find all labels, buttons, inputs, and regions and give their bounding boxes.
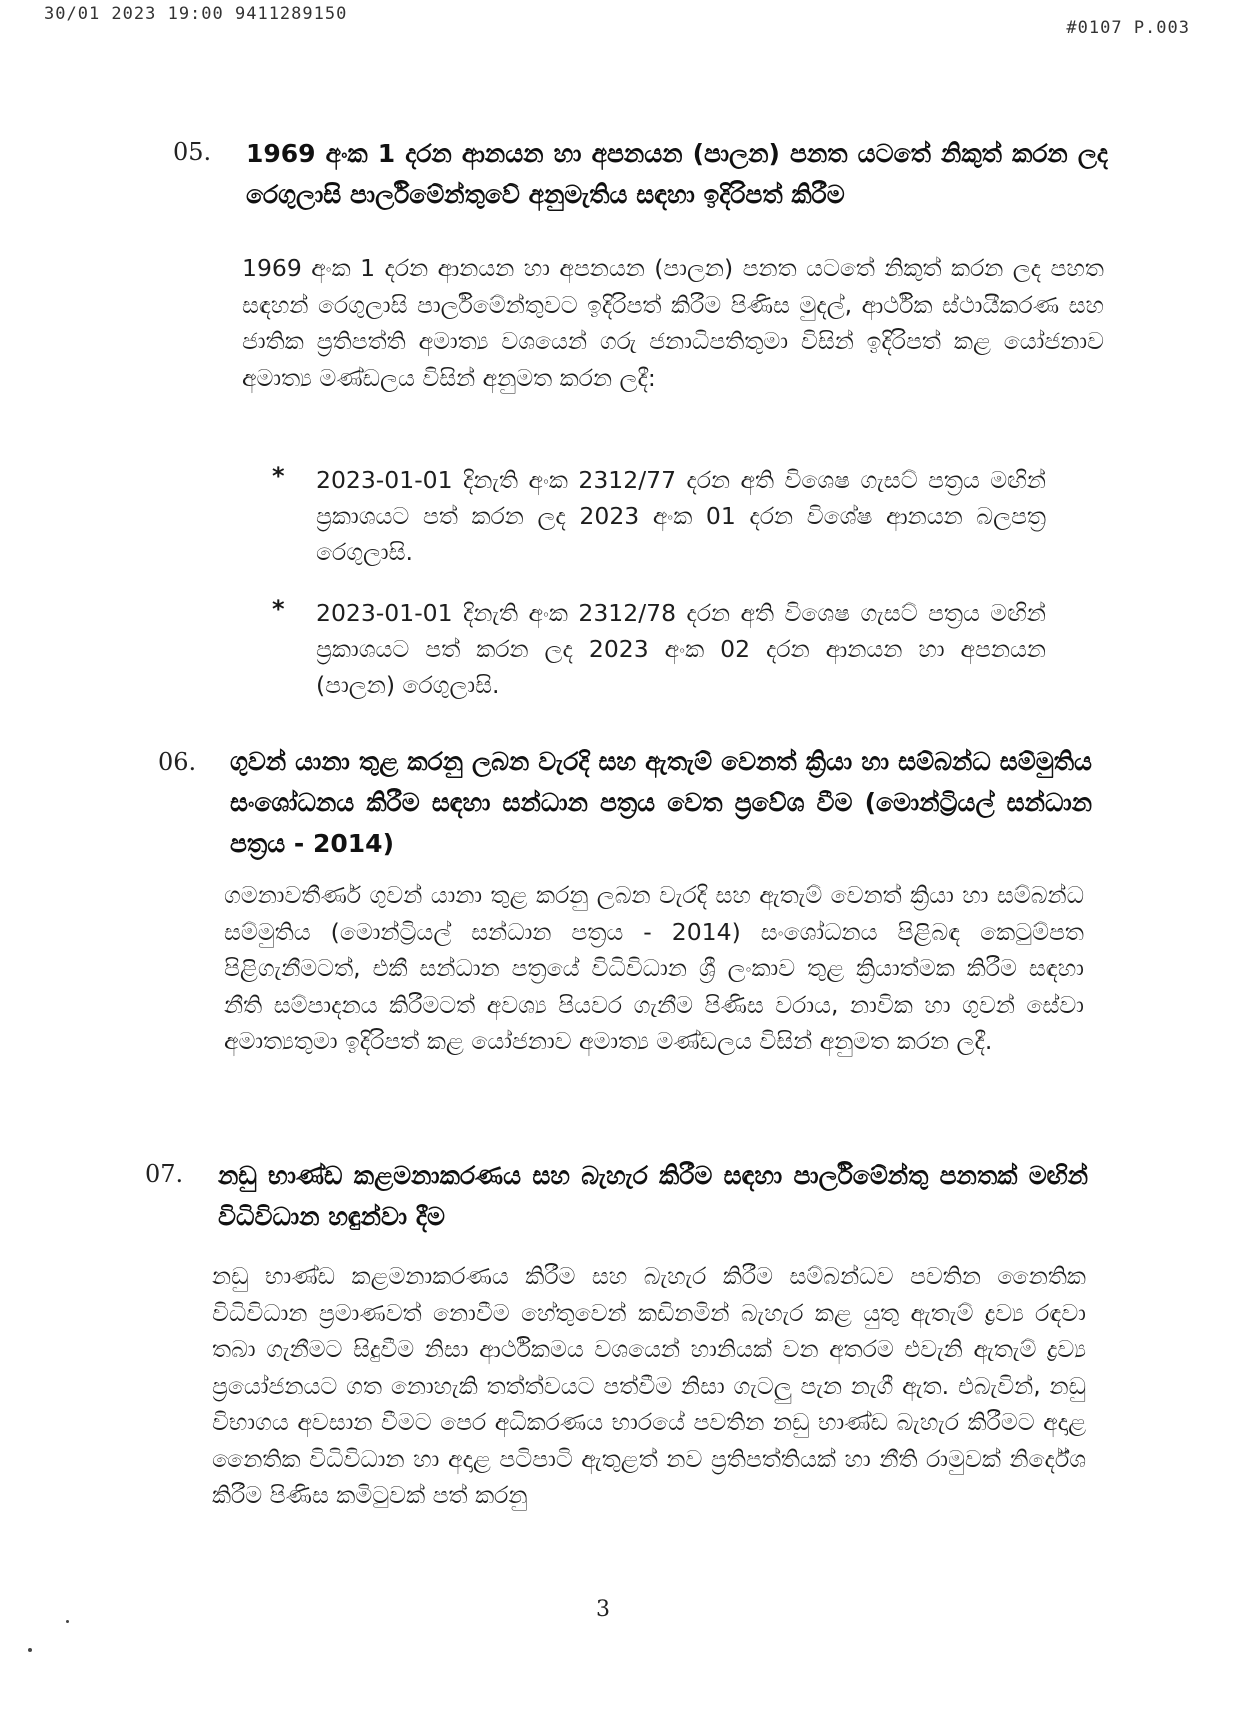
item-paragraph: 1969 අංක 1 දරන ආනයන හා අපනයන (පාලන) පනත යටතේ නිකුත් කරන ලද පහත සඳහන් රෙගුලාසි පාර්ලිමේන්තුවට ඉදිරිපත් කිරීම පිණිස මුදල්, ආර්ථික ස්ථායීකරණ සහ ජාතික ප්‍රතිපත්ති අමාත්‍ය වශයෙන් ගරු ජනාධිපතිතුමා විසින් ඉදිරිපත් කළ යෝජනාව අමාත්‍ය මණ්ඩලය විසින් අනුමත කරන ලදී: [242, 254, 1104, 392]
scan-speck [66, 1620, 69, 1623]
fax-page-ref: #0107 P.003 [1066, 18, 1190, 38]
fax-header [44, 4, 1190, 38]
fax-timestamp: 30/01 2023 19:00 9411289150 [44, 4, 348, 24]
item-number: 06. [158, 748, 197, 776]
item-paragraph: ගමනාවතීර්ණ ගුවන් යානා තුළ කරනු ලබන වැරදි සහ ඇතැම් වෙනත් ක්‍රියා හා සම්බන්ධ සම්මුතිය (මොන්ට්‍රියල් සන්ධාන පත්‍රය - 2014) සංශෝධනය පිළිබඳ කෙටුම්පත පිළිගැනීමටත්, එකී සන්ධාන පත්‍රයේ විධිවිධාන ශ්‍රී ලංකාව තුළ ක්‍රියාත්මක කිරීම සඳහා නීති සම්පාදනය කිරීමටත් අවශ්‍ය පියවර ගැනීම පිණිස වරාය, නාවික හා ගුවන් සේවා අමාත්‍යතුමා ඉදිරිපත් කළ යෝජනාව අමාත්‍ය මණ්ඩලය විසින් අනුමත කරන ලදී. [224, 881, 1084, 1055]
bullet-text: 2023-01-01 දිනැති අංක 2312/77 දරන අති විශෙෂ ගැසට් පත්‍රය මඟින් ප්‍රකාශයට පත් කරන ලද 2023 අංක 01 දරන විශේෂ ආනයන බලපත්‍ර රෙගුලාසි. [316, 466, 1046, 566]
item-number: 05. [173, 138, 212, 166]
page-number: 3 [596, 1597, 610, 1622]
bullet-text: 2023-01-01 දිනැති අංක 2312/78 දරන අති විශෙෂ ගැසට් පත්‍රය මඟින් ප්‍රකාශයට පත් කරන ලද 2023 අංක 02 දරන ආනයන හා අපනයන (පාලන) රෙගුලාසි. [316, 599, 1046, 699]
scan-speck [28, 1648, 32, 1652]
item-paragraph: නඩු භාණ්ඩ කළමනාකරණය කිරීම සහ බැහැර කිරීම සම්බන්ධව පවතින නෛතික විධිවිධාන ප්‍රමාණවත් නොවීම හේතුවෙන් කඩිනමින් බැහැර කළ යුතු ඇතැම් ද්‍රව්‍ය රඳවා තබා ගැනීමට සිදුවීම නිසා ආර්ථිකමය වශයෙන් හානියක් වන අතරම එවැනි ඇතැම් ද්‍රව්‍ය ප්‍රයෝජනයට ගත නොහැකි තත්ත්වයට පත්වීම නිසා ගැටලු පැන නැගී ඇත. එබැවින්, නඩු විභාගය අවසාන වීමට පෙර අධිකරණය භාරයේ පවතින නඩු භාණ්ඩ බැහැර කිරීමට අදාළ නෛතික විධිවිධාන හා අදාළ පටිපාටි ඇතුළත් නව ප්‍රතිපත්තියක් හා නීති රාමුවක් නිර්දේශ කිරීම පිණිස කමිටුවක් පත් කරනු [212, 1262, 1086, 1509]
item-heading: නඩු භාණ්ඩ කළමනාකරණය සහ බැහැර කිරීම සඳහා පාර්ලිමේන්තු පනතක් මඟින් විධිවිධාන හඳුන්වා දීම [218, 1161, 1088, 1231]
item-heading: ගුවන් යානා තුළ කරනු ලබන වැරදි සහ ඇතැම් වෙනත් ක්‍රියා හා සම්බන්ධ සම්මුතිය සංශෝධනය කිරීම සඳහා සන්ධාන පත්‍රය වෙත ප්‍රවේශ වීම (මොන්ට්‍රියල් සන්ධාන පත්‍රය - 2014) [230, 747, 1092, 858]
item-number: 07. [145, 1160, 184, 1188]
bullet-mark: * [272, 595, 285, 623]
item-heading: 1969 අංක 1 දරන ආනයන හා අපනයන (පාලන) පනත යටතේ නිකුත් කරන ලද රෙගුලාසි පාර්ලිමේන්තුවේ අනුමැතිය සඳහා ඉදිරිපත් කිරීම [246, 139, 1108, 209]
bullet-mark: * [272, 462, 285, 490]
